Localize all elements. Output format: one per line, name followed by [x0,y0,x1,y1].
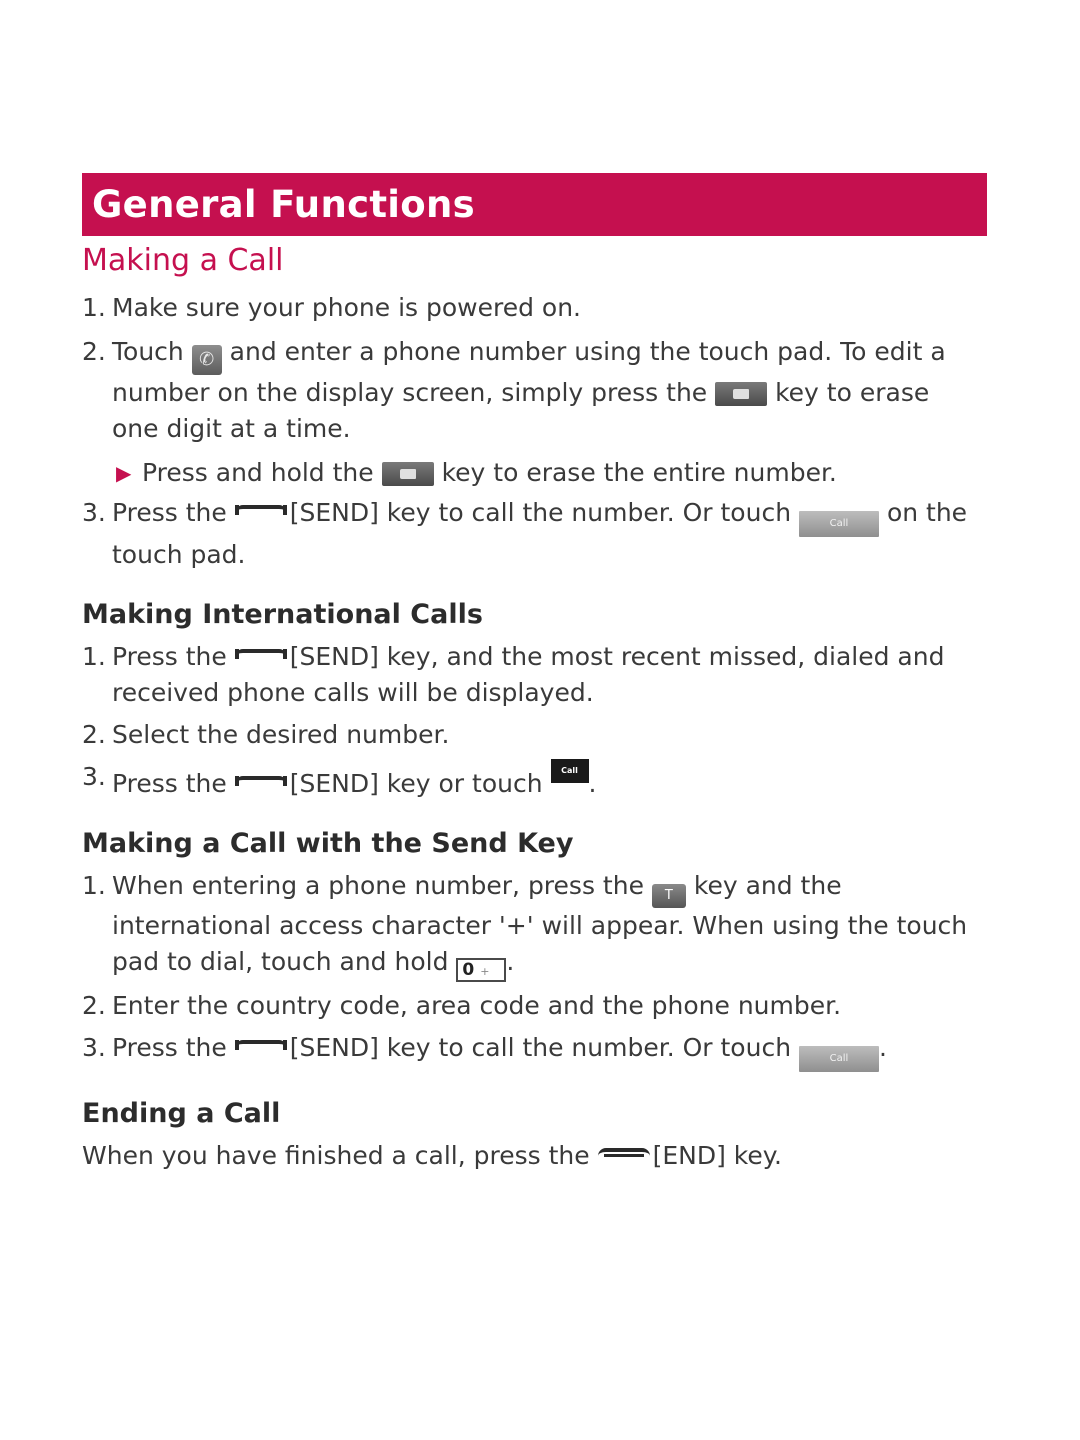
step-number: 3. [82,1033,106,1062]
step-text: Press the [112,498,227,527]
send-key-icon [235,505,287,519]
bullet-note [82,455,982,491]
send-key-icon [235,776,287,790]
zero-key-icon [456,958,506,982]
list-item [82,639,982,711]
call-button-icon: Call [799,1046,879,1072]
step-number: 1. [82,871,106,900]
step-text: [SEND] key to call the number. Or touch [289,498,792,527]
step-number: 1. [82,642,106,671]
step-text: Press the [112,642,227,671]
step-text: Make sure your phone is powered on. [112,293,581,322]
step-text: . [879,1033,887,1062]
making-a-call-steps-cont [82,495,982,573]
call-back-button-icon: Call Back [551,759,589,783]
step-text: [SEND] key, and the most recent missed, dialed and received phone calls will be displayed. [112,642,945,707]
step-text: key to erase one digit at a time. [112,378,930,443]
paragraph-text: [END] key. [652,1141,782,1170]
step-number: 3. [82,498,106,527]
step-number: 2. [82,991,106,1020]
step-text: Enter the country code, area code and the phone number. [112,991,842,1020]
triangle-bullet-icon: ▶ [116,461,132,485]
step-text: key and the international access character '+' will appear. When using the touch pad to dial, touch and hold [112,871,968,976]
page-content [82,238,982,1174]
making-a-call-steps [82,290,982,447]
heading-ending-a-call: Ending a Call [82,1098,281,1129]
zero-key-plus: + [480,965,490,978]
heading-making-a-call: Making a Call [82,243,284,278]
heading-international-calls: Making International Calls [82,599,483,630]
backspace-key-icon [382,462,434,486]
step-text: Press the [112,1033,227,1062]
step-text: Press the [112,769,227,798]
list-item [82,759,982,802]
zero-key-label: 0 [462,960,475,980]
step-number: 3. [82,762,106,791]
send-key-icon [235,1040,287,1054]
paragraph-text: When you have finished a call, press the [82,1141,590,1170]
list-item [82,334,982,447]
list-item [82,988,982,1024]
t-key-icon: T [652,884,686,908]
call-button-icon: Call [799,511,879,537]
page-title: General Functions [92,183,475,226]
backspace-key-icon [715,382,767,406]
step-text: . [588,769,597,798]
step-number: 1. [82,293,106,322]
international-steps [82,639,982,802]
bullet-text: Press and hold the [142,458,374,487]
list-item [82,290,982,326]
list-item [82,717,982,753]
step-text: Touch [112,337,184,366]
send-key-steps [82,868,982,1072]
step-text: [SEND] key to call the number. Or touch [289,1033,792,1062]
section-banner [82,173,987,236]
phone-icon: ✆ [192,345,222,375]
step-text: . [506,947,515,976]
list-item [82,1030,982,1072]
step-number: 2. [82,720,106,749]
list-item [82,868,982,982]
send-key-icon [235,649,287,663]
ending-call-text [82,1138,982,1174]
step-text: on the touch pad. [112,498,968,569]
step-text: Select the desired number. [112,720,450,749]
step-number: 2. [82,337,106,366]
heading-send-key: Making a Call with the Send Key [82,828,574,859]
step-text: When entering a phone number, press the [112,871,644,900]
list-item [82,495,982,573]
step-text: [SEND] key or touch [289,769,543,798]
step-text: and enter a phone number using the touch pad. To edit a number on the display screen, simply press the [112,337,946,407]
bullet-text: key to erase the entire number. [441,458,837,487]
end-key-icon [598,1148,650,1162]
